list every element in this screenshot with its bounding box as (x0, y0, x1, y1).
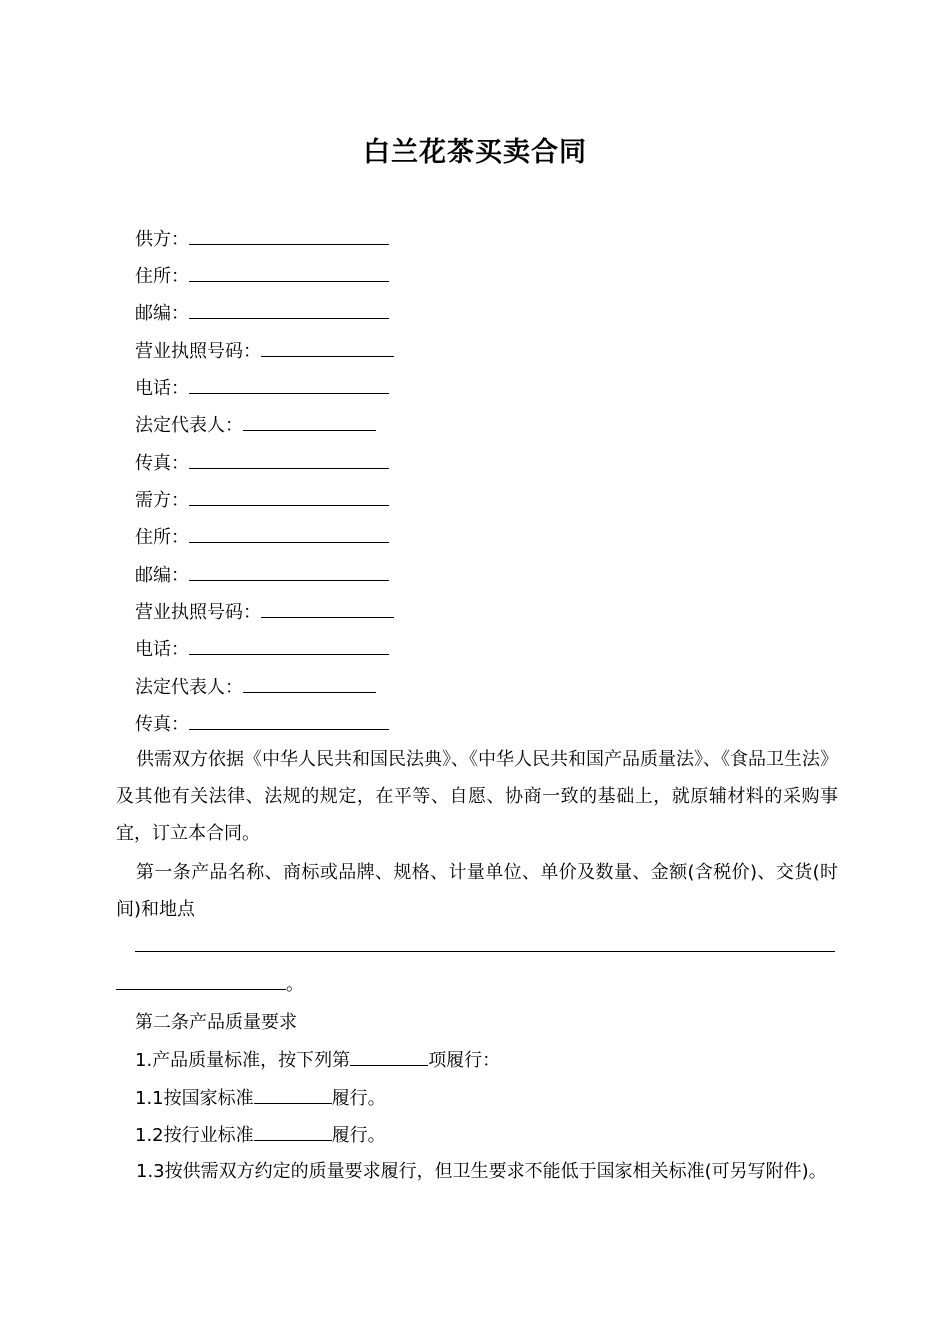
buyer-phone-label: 电话： (135, 639, 189, 660)
buyer-legal-rep-field[interactable] (243, 675, 376, 693)
supplier-address-field[interactable] (189, 264, 389, 282)
supplier-fax-row (135, 451, 389, 476)
intro-paragraph: 供需双方依据《中华人民共和国民法典》、《中华人民共和国产品质量法》、《食品卫生法》及其他有关法律、法规的规定，在平等、自愿、协商一致的基础上，就原辅材料的采购事宜，订立本合同。 (116, 749, 838, 844)
buyer-postcode-row (135, 563, 389, 588)
buyer-name-field[interactable] (189, 488, 389, 506)
supplier-phone-label: 电话： (135, 378, 189, 399)
article2-item1-pre: 1.产品质量标准，按下列第 (135, 1050, 351, 1071)
buyer-postcode-label: 邮编： (135, 565, 189, 586)
article2-item1-2-pre: 1.2按行业标准 (135, 1125, 254, 1146)
article2-item1-1-pre: 1.1按国家标准 (135, 1088, 254, 1109)
supplier-license-field[interactable] (261, 339, 394, 357)
article2-item1-3: 1.3按供需双方约定的质量要求履行，但卫生要求不能低于国家相关标准(可另写附件)。 (136, 1161, 827, 1182)
buyer-legal-rep-row (135, 675, 376, 700)
buyer-phone-row (135, 637, 389, 662)
buyer-address-label: 住所： (135, 527, 189, 548)
supplier-name-field[interactable] (189, 227, 389, 245)
article2-item1-1-post: 履行。 (331, 1088, 386, 1109)
supplier-postcode-field[interactable] (189, 301, 389, 319)
supplier-postcode-row (135, 301, 389, 326)
buyer-phone-field[interactable] (189, 637, 389, 655)
supplier-fax-label: 传真： (135, 453, 189, 474)
supplier-fax-field[interactable] (189, 451, 389, 469)
buyer-legal-rep-label: 法定代表人： (135, 677, 243, 698)
supplier-name-row (135, 227, 389, 252)
article2-item1-field[interactable] (350, 1048, 428, 1066)
buyer-address-row (135, 525, 389, 550)
article2-item1-2-field[interactable] (254, 1123, 332, 1141)
document-title: 白兰花茶买卖合同 (363, 137, 587, 168)
buyer-license-field[interactable] (261, 600, 394, 618)
supplier-address-row (135, 264, 389, 289)
article2-item1-2-post: 履行。 (331, 1125, 386, 1146)
supplier-license-row (135, 339, 394, 364)
article1-fill-line-2[interactable] (116, 972, 286, 990)
supplier-legal-rep-row (135, 413, 376, 438)
article1-fill-row-2 (116, 972, 304, 997)
buyer-fax-field[interactable] (189, 712, 389, 730)
article2-heading: 第二条产品质量要求 (135, 1012, 297, 1033)
buyer-fax-label: 传真： (135, 714, 189, 735)
article1-end-mark: 。 (286, 974, 304, 995)
article1-fill-line-1[interactable] (135, 951, 835, 952)
buyer-license-row (135, 600, 394, 625)
article2-item1-2 (135, 1123, 386, 1148)
supplier-name-label: 供方： (135, 229, 189, 250)
buyer-license-label: 营业执照号码： (135, 602, 261, 623)
article2-item1-1-field[interactable] (254, 1086, 332, 1104)
article2-item1-1 (135, 1086, 386, 1111)
article1-heading: 第一条产品名称、商标或品牌、规格、计量单位、单价及数量、金额(含税价)、交货(时间)和地点 (116, 862, 838, 920)
buyer-address-field[interactable] (189, 525, 389, 543)
supplier-address-label: 住所： (135, 266, 189, 287)
buyer-fax-row (135, 712, 389, 737)
buyer-name-row (135, 488, 389, 513)
buyer-name-label: 需方： (135, 490, 189, 511)
supplier-postcode-label: 邮编： (135, 303, 189, 324)
article2-item1 (135, 1048, 500, 1073)
supplier-phone-row (135, 376, 389, 401)
supplier-legal-rep-label: 法定代表人： (135, 415, 243, 436)
article2-item1-post: 项履行： (428, 1050, 501, 1071)
supplier-phone-field[interactable] (189, 376, 389, 394)
buyer-postcode-field[interactable] (189, 563, 389, 581)
supplier-legal-rep-field[interactable] (243, 413, 376, 431)
supplier-license-label: 营业执照号码： (135, 341, 261, 362)
